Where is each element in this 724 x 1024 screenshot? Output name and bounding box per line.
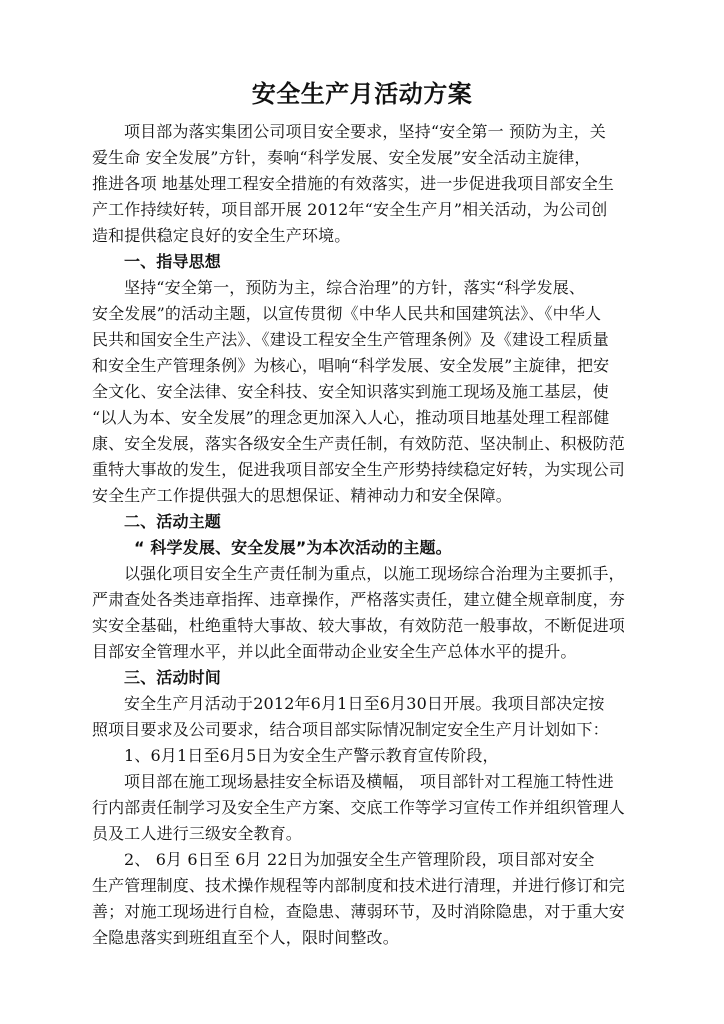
section2-line: 目部安全管理水平，并以此全面带动企业安全生产总体水平的提升。 bbox=[92, 642, 577, 661]
section1-line: 坚持“安全第一，预防为主，综合治理”的方针，落实“科学发展、 bbox=[124, 278, 586, 297]
section3-line: 项目部在施工现场悬挂安全标语及横幅， 项目部针对工程施工特性进 bbox=[124, 772, 614, 791]
intro-line: 项目部为落实集团公司项目安全要求，坚持“安全第一 预防为主，关 bbox=[124, 122, 606, 141]
section1-line: 安全生产工作提供强大的思想保证、精神动力和安全保障。 bbox=[92, 486, 512, 505]
section-heading-guiding-ideology: 一、指导思想 bbox=[124, 252, 221, 271]
section-heading-activity-time: 三、活动时间 bbox=[124, 668, 221, 687]
section1-line: “以人为本、安全发展”的理念更加深入人心，推动项目地基处理工程部健 bbox=[92, 408, 610, 427]
section3-line: 2、 6月 6日至 6月 22日为加强安全生产管理阶段，项目部对安全 bbox=[124, 850, 595, 869]
section2-line: 以强化项目安全生产责任制为重点，以施工现场综合治理为主要抓手， bbox=[124, 564, 625, 583]
section-heading-activity-theme: 二、活动主题 bbox=[124, 512, 221, 531]
section2-line: 实安全基础，杜绝重特大事故、较大事故，有效防范一般事故，不断促进项 bbox=[92, 616, 625, 635]
activity-theme-statement: “ 科学发展、安全发展”为本次活动的主题。 bbox=[134, 538, 452, 557]
section3-line: 1、6月1日至6月5日为安全生产警示教育宣传阶段， bbox=[124, 746, 499, 765]
section1-line: 重特大事故的发生，促进我项目部安全生产形势持续稳定好转，为实现公司 bbox=[92, 460, 625, 479]
section3-line: 善；对施工现场进行自检，查隐患、薄弱环节，及时消除隐患，对于重大安 bbox=[92, 902, 625, 921]
section1-line: 全文化、安全法律、安全科技、安全知识落实到施工现场及施工基层，使 bbox=[92, 382, 609, 401]
section3-line: 全隐患落实到班组直至个人，限时间整改。 bbox=[92, 928, 399, 947]
section3-line: 行内部责任制学习及安全生产方案、交底工作等学习宣传工作并组织管理人 bbox=[92, 798, 625, 817]
section1-line: 安全发展”的活动主题，以宣传贯彻《中华人民共和国建筑法》、《中华人 bbox=[92, 304, 602, 323]
section1-line: 康、安全发展，落实各级安全生产责任制，有效防范、坚决制止、积极防范 bbox=[92, 434, 625, 453]
document-title: 安全生产月活动方案 bbox=[251, 80, 473, 108]
section2-line: 严肃查处各类违章指挥、违章操作，严格落实责任，建立健全规章制度，夯 bbox=[92, 590, 625, 609]
section3-line: 员及工人进行三级安全教育。 bbox=[92, 824, 302, 843]
section1-line: 民共和国安全生产法》、《建设工程安全生产管理条例》及《建设工程质量 bbox=[92, 330, 609, 349]
section3-line: 生产管理制度、技术操作规程等内部制度和技术进行清理，并进行修订和完 bbox=[92, 876, 625, 895]
section1-line: 和安全生产管理条例》为核心，唱响“科学发展、安全发展”主旋律，把安 bbox=[92, 356, 610, 375]
intro-line: 推进各项 地基处理工程安全措施的有效落实，进一步促进我项目部安全生 bbox=[92, 174, 615, 193]
section3-line: 安全生产月活动于2012年6月1日至6月30日开展。我项目部决定按 bbox=[124, 694, 605, 713]
intro-line: 爱生命 安全发展”方针，奏响“科学发展、安全发展”安全活动主旋律， bbox=[92, 148, 591, 167]
intro-line: 造和提供稳定良好的安全生产环境。 bbox=[92, 226, 351, 245]
intro-line: 产工作持续好转，项目部开展 2012年“安全生产月”相关活动，为公司创 bbox=[92, 200, 608, 219]
section3-line: 照项目要求及公司要求，结合项目部实际情况制定安全生产月计划如下： bbox=[92, 720, 609, 739]
